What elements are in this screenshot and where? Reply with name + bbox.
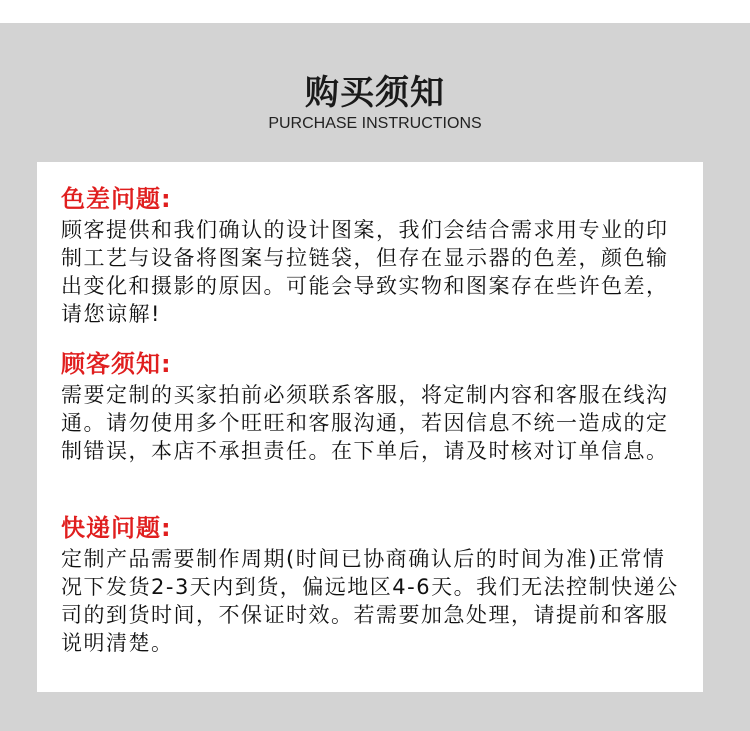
section-customer-notice bbox=[61, 349, 681, 465]
section-body-shipping: 定制产品需要制作周期(时间已协商确认后的时间为准)正常情况下发货2-3天内到货，偏远地区4-6天。我们无法控制快递公司的到货时间，不保证时效。若需要加急处理，请提前和客服说明清楚。 bbox=[61, 547, 679, 655]
page-subtitle: PURCHASE INSTRUCTIONS bbox=[268, 115, 482, 132]
section-body-customer-notice: 需要定制的买家拍前必须联系客服，将定制内容和客服在线沟通。请勿使用多个旺旺和客服沟通，若因信息不统一造成的定制错误，本店不承担责任。在下单后，请及时核对订单信息。 bbox=[61, 383, 669, 463]
section-title-color-difference: 色差问题: bbox=[61, 185, 172, 213]
page-title: 购买须知 bbox=[305, 73, 445, 113]
section-body-color-difference: 顾客提供和我们确认的设计图案，我们会结合需求用专业的印制工艺与设备将图案与拉链袋，但存在显示器的色差，颜色输出变化和摄影的原因。可能会导致实物和图案存在些许色差，请您谅解! bbox=[61, 218, 669, 326]
section-title-shipping: 快递问题: bbox=[61, 514, 172, 542]
section-shipping bbox=[61, 513, 681, 657]
section-title-customer-notice: 顾客须知: bbox=[61, 350, 172, 378]
section-color-difference bbox=[61, 184, 681, 328]
instructions-card bbox=[37, 162, 703, 692]
